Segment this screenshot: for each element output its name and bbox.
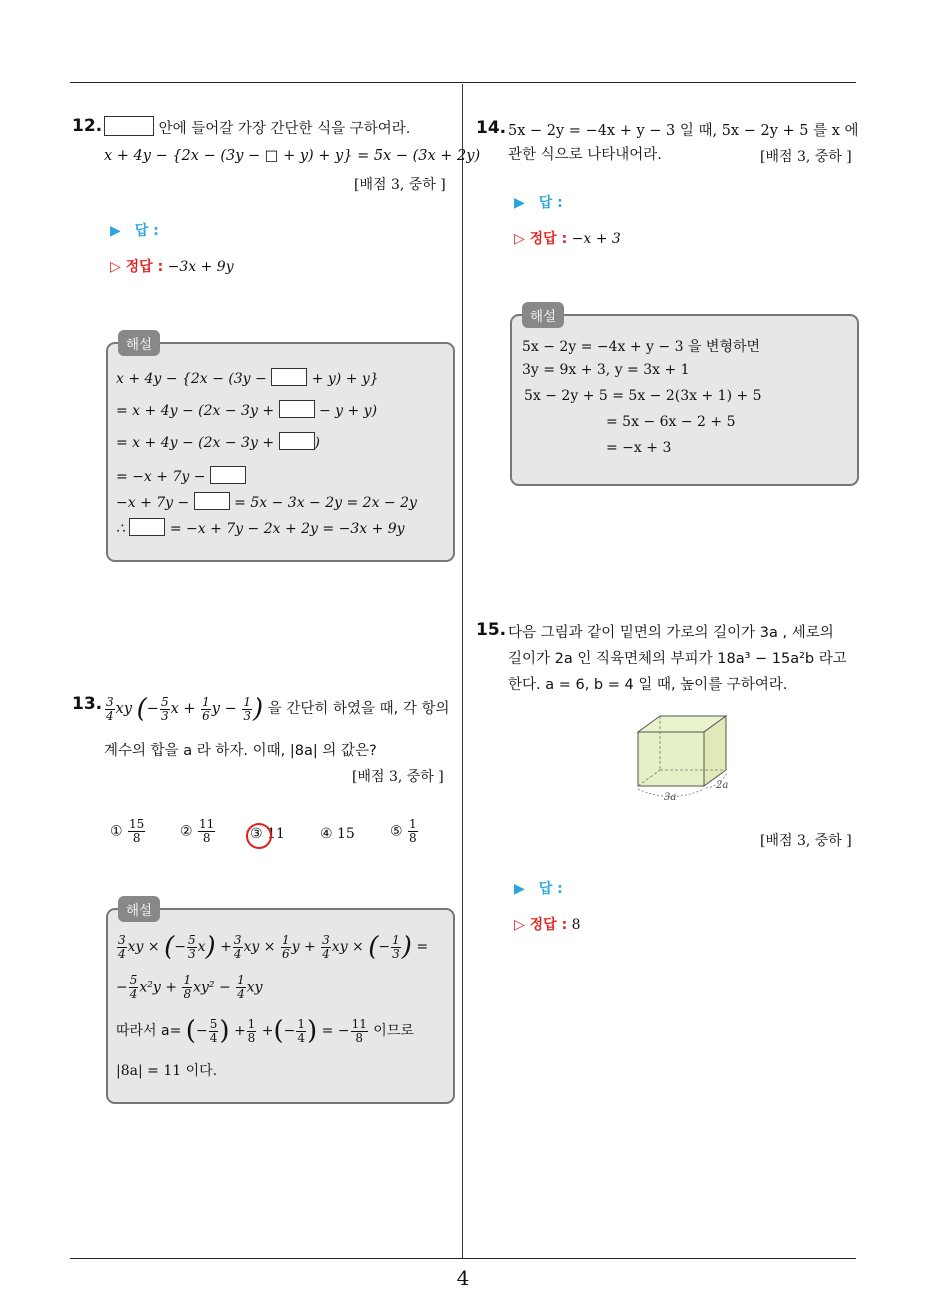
q12-correct-value: −3x + 9y xyxy=(167,259,234,275)
q14-answer-label: ▶ 답 : xyxy=(514,195,563,211)
q12-stem xyxy=(104,116,410,142)
q14-stem-line-2: 관한 식으로 나타내어라. xyxy=(508,147,662,163)
q13-stem-line-2: 계수의 합을 a 라 하자. 이때, |8a| 의 값은? xyxy=(104,743,377,759)
q14-sol-line-3: 5x − 2y + 5 = 5x − 2(3x + 1) + 5 xyxy=(524,388,762,404)
q12-equation: x + 4y − {2x − (3y − □ + y) + y} = 5x − (3x + 2y) xyxy=(104,148,481,164)
q12-number: 12. xyxy=(72,116,103,136)
q13-sol-line-2: − $\frac{5}{4}$ x²y + $\frac{1}{8}$ xy² − $\frac{1}{4}$ xy xyxy=(116,973,263,1001)
q13-selected-circle xyxy=(246,823,272,849)
q12-correct-answer xyxy=(110,256,234,276)
q13-sol-line-4: |8a| = 11 이다. xyxy=(116,1063,218,1079)
q12-sol-line-4: = −x + 7y − xyxy=(116,466,246,485)
bottom-rule xyxy=(70,1258,856,1259)
q15-number: 15. xyxy=(476,620,507,640)
outline-triangle-icon: ▷ xyxy=(110,259,126,275)
q14-solution-tag: 해설 xyxy=(522,302,564,328)
q13-solution-tag: 해설 xyxy=(118,896,160,922)
q12-correct-label: 정답 : xyxy=(125,259,164,275)
q14-number: 14. xyxy=(476,118,507,138)
cuboid-figure xyxy=(630,712,740,808)
q12-sol-line-3: = x + 4y − (2x − 3y + ) xyxy=(116,432,320,451)
q14-score: [배점 3, 중하 ] xyxy=(760,149,852,165)
cuboid-depth-label: 2a xyxy=(716,780,729,791)
q15-stem-line-2: 길이가 2a 인 직육면체의 부피가 18a³ − 15a²b 라고 xyxy=(508,651,847,667)
column-divider xyxy=(462,84,463,1258)
q12-answer-label xyxy=(110,220,159,240)
q12-stem-text: 안에 들어갈 가장 간단한 식을 구하여라. xyxy=(158,121,411,137)
q14-correct-answer: ▷ 정답 : −x + 3 xyxy=(514,231,621,247)
q14-stem-line-1: 5x − 2y = −4x + y − 3 일 때, 5x − 2y + 5 를 x 에 xyxy=(508,123,859,139)
q15-score: [배점 3, 중하 ] xyxy=(760,833,852,849)
q13-choice-1[interactable]: ① $\frac{15}{8}$ xyxy=(110,817,145,845)
q14-sol-line-5: = −x + 3 xyxy=(606,440,672,456)
outline-triangle-icon: ▷ xyxy=(514,231,530,247)
q12-sol-line-6: ∴ = −x + 7y − 2x + 2y = −3x + 9y xyxy=(116,518,405,537)
q13-sol-line-1: $\frac{3}{4}$ xy × (− $\frac{5}{3}$ x) + $\frac{3}{4}$ xy × $\frac{1}{6}$ y + $\frac{3}{4}$ xy × (− $\frac{1}{3}$ ) = xyxy=(118,932,429,962)
q12-sol-line-1: x + 4y − {2x − (3y − + y) + y} xyxy=(116,368,379,387)
q12-sol-line-2: = x + 4y − (2x − 3y + − y + y) xyxy=(116,400,377,419)
q13-choice-2[interactable]: ② $\frac{11}{8}$ xyxy=(180,817,215,845)
play-triangle-icon: ▶ xyxy=(514,195,525,211)
q13-stem-line-1: $\frac{3}{4}$ xy (− $\frac{5}{3}$ x + $\frac{1}{6}$ y − $\frac{1}{3}$ ) 을 간단히 하였을 때, 각 항의 xyxy=(106,694,450,724)
q12-answer-text: 답 : xyxy=(134,223,159,239)
q13-choice-5[interactable]: ⑤ $\frac{1}{8}$ xyxy=(390,817,417,845)
page-number: 4 xyxy=(456,1266,470,1290)
cuboid-width-label: 3a xyxy=(664,792,677,803)
q12-score: [배점 3, 중하 ] xyxy=(354,177,446,193)
q12-sol-line-5: −x + 7y − = 5x − 3x − 2y = 2x − 2y xyxy=(116,492,417,511)
play-triangle-icon: ▶ xyxy=(514,881,525,897)
q14-sol-line-4: = 5x − 6x − 2 + 5 xyxy=(606,414,736,430)
outline-triangle-icon: ▷ xyxy=(514,917,530,933)
q13-choice-4[interactable]: ④ 15 xyxy=(320,826,355,842)
q15-stem-line-1: 다음 그림과 같이 밑면의 가로의 길이가 3a , 세로의 xyxy=(508,625,834,641)
top-rule xyxy=(70,82,856,83)
q12-blank-box xyxy=(104,116,154,136)
q15-answer-label: ▶ 답 : xyxy=(514,881,563,897)
q13-score: [배점 3, 중하 ] xyxy=(352,769,444,785)
q13-sol-line-3: 따라서 a= (− $\frac{5}{4}$ ) + $\frac{1}{8}$ +(− $\frac{1}{4}$ ) = − $\frac{11}{8}$ 이므로 xyxy=(116,1016,414,1046)
play-triangle-icon: ▶ xyxy=(110,223,121,239)
q12-solution-tag: 해설 xyxy=(118,330,160,356)
q14-sol-line-1: 5x − 2y = −4x + y − 3 을 변형하면 xyxy=(522,339,761,355)
q14-sol-line-2: 3y = 9x + 3, y = 3x + 1 xyxy=(522,362,690,378)
q15-stem-line-3: 한다. a = 6, b = 4 일 때, 높이를 구하여라. xyxy=(508,677,788,693)
q13-choice-3[interactable]: ③ 11 xyxy=(250,826,285,842)
q13-number: 13. xyxy=(72,694,103,714)
q15-correct-answer: ▷ 정답 : 8 xyxy=(514,917,581,933)
